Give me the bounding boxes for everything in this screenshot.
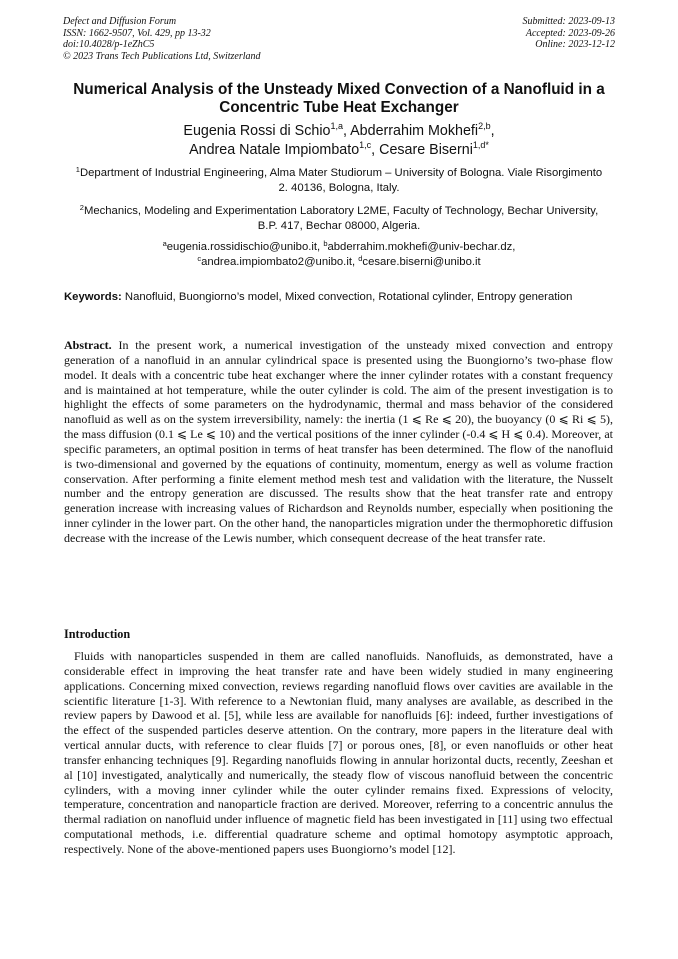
publication-dates xyxy=(523,16,616,51)
affiliation: $^1$Department of Industrial Engineering, Alma Mater Studiorum – University of Bologna. Viale Risorgimento 2. 40136, Bologna, Italy. xyxy=(75,165,603,194)
abstract xyxy=(64,338,613,546)
section-heading: Introduction xyxy=(64,627,131,641)
introduction-body: Fluids with nanoparticles suspended in them are called nanofluids. Nanofluids, as demonstrated, have a considerable effect in improving the heat transfer rate and have been widely studied in many engineering applications. Concerning mixed convection, reviews regarding nanofluid flows over cavities are available in the scientific literature [1-3]. With reference to a Newtonian fluid, many analyses are available, as described in the review papers by Dawood et al. [5], while less are available for nanofluids [6]: indeed, further investigations of the effect of the suspended particles deserve attention. On the contrary, more papers in the literature deal with vertical annular ducts, with reference to clear fluids [7] or porous ones, [8], or even nanofluids or other heat transfer enhancing techniques [9]. Regarding nanofluids flowing in annular horizontal ducts, recently, Zeeshan et al [10] investigated, analytically and numerically, the steady flow of viscous nanofluid between the concentric cylinders, with a moving inner cylinder while the outer cylinder remains fixed. Expressions of velocity, temperature, concentration and nanoparticle fraction are derived. Moreover, referring to a concentric annulus the thermal radiation on nanofluid under influence of magnetic field has been investigated in [11] using two effectual computational methods, i.e. differential quadrature scheme and optimal homotopy asymptotic approach, respectively. None of the above-mentioned papers uses Buongiorno’s model [12]. xyxy=(64,649,613,856)
date-accepted: Accepted: 2023-09-26 xyxy=(525,27,615,39)
journal-info xyxy=(63,16,261,62)
journal-copyright: © 2023 Trans Tech Publications Ltd, Switzerland xyxy=(63,50,261,62)
journal-name: Defect and Diffusion Forum xyxy=(63,16,177,27)
abstract-text: In the present work, a numerical investigation of the unsteady mixed convection and entropy generation of a nanofluid in an annular cylindrical space is presented using the Buongiorno’s two-phase flow model. It deals with a concentric tube heat exchanger where the inner cylinder rotates with a constant frequency and is maintained at hot temperature, while the outer cylinder is cold. The aim of the present investigation is to highlight the effects of some parameters on the hydrodynamic, thermal and mass behavior of the considered nanofluid as well as on the system irreversibility, namely: the inertia (1 ⩽ Re ⩽ 20), the buoyancy (0 ⩽ Ri ⩽ 5), the mass diffusion (0.1 ⩽ Le ⩽ 10) and the vertical positions of the inner cylinder (-0.4 ⩽ H ⩽ 0.4). Moreover, at specific parameters, an optimal position in terms of heat transfer has been determined. The flow of the nanofluid is two-dimensional and governed by the equations of continuity, momentum, energy as well as volume fraction conservation. After performing a finite element method mesh test and validation with the literature, the Nusselt number and the entropy generation are discussed. The results show that the heat transfer rate and entropy generation increase with increasing values of Richardson and Reynolds number, especially when positioning the inner cylinder in the lower part. On the other hand, the nanoparticles migration under the thermophoretic diffusion decrease with the increase of the Lewis number, which consequent decrease of the heat transfer rate. xyxy=(64,338,613,545)
author: Andrea Natale Impiombato$^{1,c}$, xyxy=(189,140,380,158)
date-online: Online: 2023-12-12 xyxy=(535,39,615,50)
abstract-label: Abstract. xyxy=(64,338,112,352)
paper-title: Numerical Analysis of the Unsteady Mixed Convection of a Nanofluid in a Concentric Tube Heat Exchanger xyxy=(73,81,605,116)
email-link[interactable]: $^d$cesare.biserni@unibo.it xyxy=(358,254,481,268)
journal-issn: ISSN: 1662-9507, Vol. 429, pp 13-32 xyxy=(63,27,211,39)
keywords-label: Keywords: xyxy=(64,291,122,303)
author: Eugenia Rossi di Schio$^{1,a}$, xyxy=(183,121,351,139)
author: Cesare Biserni$^{1,d*}$ xyxy=(379,140,489,158)
author-list xyxy=(60,122,618,160)
email-link[interactable]: $^b$abderrahim.mokhefi@univ-bechar.dz xyxy=(323,239,513,253)
journal-doi: doi:10.4028/p-1eZhC5 xyxy=(63,39,155,50)
keywords-text: Nanofluid, Buongiorno’s model, Mixed convection, Rotational cylinder, Entropy generation xyxy=(124,291,573,303)
affiliation: $^2$Mechanics, Modeling and Experimentation Laboratory L2ME, Faculty of Technology, Bechar University, B.P. 417, Bechar 08000, Algeria. xyxy=(79,203,599,232)
email-link[interactable]: $^c$andrea.impiombato2@unibo.it xyxy=(197,254,352,268)
email-link[interactable]: $^a$eugenia.rossidischio@unibo.it xyxy=(162,239,318,253)
author-emails: $^a$eugenia.rossidischio@unibo.it, $^b$abderrahim.mokhefi@univ-bechar.dz, $^c$andrea.impiombato2@unibo.it, $^d$cesare.biserni@unibo.it xyxy=(162,239,516,268)
keywords xyxy=(64,290,613,304)
author: Abderrahim Mokhefi$^{2,b}$, xyxy=(350,121,495,139)
date-submitted: Submitted: 2023-09-13 xyxy=(522,16,615,27)
